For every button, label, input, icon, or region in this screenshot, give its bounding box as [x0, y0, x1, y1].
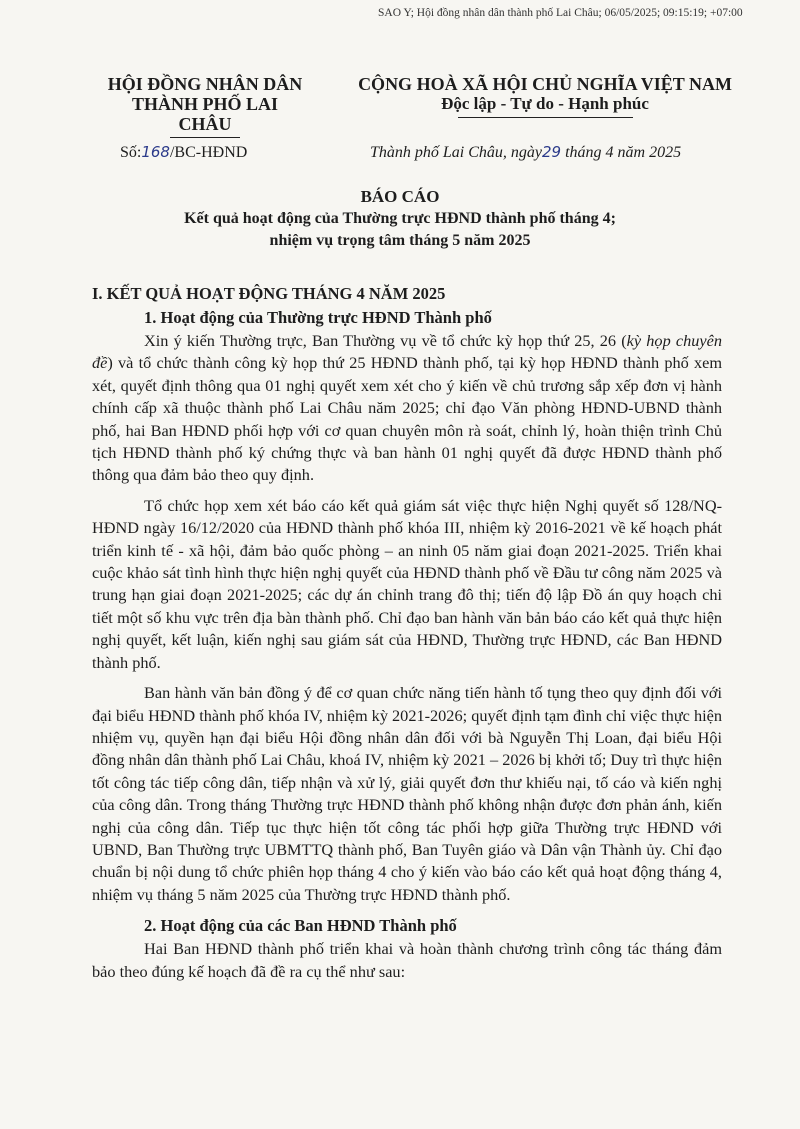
subsection-heading-1-1: 1. Hoạt động của Thường trực HĐND Thành phố — [144, 308, 492, 327]
paragraph-1-part-a: Xin ý kiến Thường trực, Ban Thường vụ về tổ chức kỳ họp thứ 25, 26 ( — [144, 331, 627, 350]
document-number — [120, 143, 247, 162]
paragraph-3: Ban hành văn bản đồng ý để cơ quan chức năng tiến hành tố tụng theo quy định đối với đại biểu HĐND thành phố khóa IV, nhiệm kỳ 2021-2026; quyết định tạm đình chỉ việc thực hiện nhiệm vụ, quyền hạn đại biểu Hội đồng nhân dân đối với bà Nguyễn Thị Loan, đại biểu Hội đồng nhân dân thành phố Lai Châu, khoá IV, nhiệm kỳ 2021 – 2026 bị khởi tố; Duy trì thực hiện tốt công tác tiếp công dân, tiếp nhận và xử lý, giải quyết đơn thư khiếu nại, tố cáo và kiến nghị của công dân. Trong tháng Thường trực HĐND thành phố không nhận được đơn phản ánh, kiến nghị của công dân. Tiếp tục thực hiện tốt công tác phối hợp giữa Thường trực HĐND với UBND, Ban Thường trực UBMTTQ thành phố, Ban Tuyên giáo và Dân vận Thành ủy. Chỉ đạo chuẩn bị nội dung tổ chức phiên họp tháng 4 cho ý kiến vào báo cáo kết quả hoạt động tháng 4, nhiệm vụ tháng 5 năm 2025 của Thường trực HĐND thành phố. — [92, 683, 722, 904]
doc-number-handwritten: 168 — [141, 143, 170, 161]
paragraph-1-italic: kỳ họp chuyên đề — [92, 331, 722, 373]
paragraph-4: Hai Ban HĐND thành phố triển khai và hoàn thành chương trình công tác tháng đảm bảo theo đúng kế hoạch đã đề ra cụ thể như sau: — [92, 939, 722, 981]
motto-underline — [458, 117, 633, 118]
doc-number-suffix: /BC-HĐND — [169, 144, 248, 161]
section-heading-1: I. KẾT QUẢ HOẠT ĐỘNG THÁNG 4 NĂM 2025 — [92, 284, 446, 303]
title-subject-line1: Kết quả hoạt động của Thường trực HĐND thành phố tháng 4; — [184, 210, 616, 227]
issuing-organization — [105, 74, 305, 138]
paragraph-2: Tổ chức họp xem xét báo cáo kết quả giám sát việc thực hiện Nghị quyết số 128/NQ-HĐND ngày 16/12/2020 của HĐND thành phố khóa III, nhiệm kỳ 2016-2021 về kế hoạch phát triển kinh tế - xã hội, đảm bảo quốc phòng – an ninh 05 năm giai đoạn 2021-2025. Triển khai cuộc khảo sát tình hình thực hiện nghị quyết của HĐND thành phố về Đầu tư công năm 2025 và trung hạn giai đoạn 2021-2025; các dự án chỉnh trang đô thị; tiến độ lập Đồ án quy hoạch chi tiết một số khu vực trên địa bàn thành phố. Chỉ đạo ban hành văn bản báo cáo kết quả thực hiện nghị quyết, kết luận, kiến nghị sau giám sát của HĐND, Thường trực HĐND, các Ban HĐND thành phố. — [92, 495, 722, 672]
nation-name: CỘNG HOÀ XÃ HỘI CHỦ NGHĨA VIỆT NAM — [358, 74, 732, 94]
document-date — [370, 143, 681, 162]
title-subject-line2: nhiệm vụ trọng tâm tháng 5 năm 2025 — [269, 232, 531, 249]
org-underline — [170, 137, 240, 138]
date-prefix: Thành phố Lai Châu, ngày — [370, 144, 543, 161]
date-suffix: tháng 4 năm 2025 — [565, 144, 682, 161]
title-report: BÁO CÁO — [360, 187, 440, 206]
paragraph-1-part-b: ) và tổ chức thành công kỳ họp thứ 25 HĐND thành phố, tại kỳ họp HĐND thành phố xem xét, quyết định thông qua 01 nghị quyết xem xét cho ý kiến về chủ trương sắp xếp đơn vị hành chính cấp xã thuộc thành phố Lai Châu năm 2025; chỉ đạo Văn phòng HĐND-UBND thành phố, hai Ban HĐND phối hợp với cơ quan chuyên môn rà soát, chỉnh lý, hoàn thiện trình Chủ tịch HĐND thành phố ký chứng thực và ban hành 01 nghị quyết đã được HĐND thành phố thông qua đảm bảo theo quy định. — [92, 353, 722, 485]
digital-copy-stamp: SAO Y; Hội đồng nhân dân thành phố Lai Châu; 06/05/2025; 09:15:19; +07:00 — [378, 7, 743, 19]
nation-motto: Độc lập - Tự do - Hạnh phúc — [441, 94, 649, 113]
report-title — [60, 186, 740, 252]
org-name-line1: HỘI ĐỒNG NHÂN DÂN — [107, 74, 303, 94]
national-heading — [335, 74, 755, 118]
doc-number-prefix: Số: — [120, 144, 142, 161]
report-body — [92, 282, 722, 983]
subsection-heading-1-2: 2. Hoạt động của các Ban HĐND Thành phố — [144, 916, 457, 936]
org-name-line2: THÀNH PHỐ LAI CHÂU — [131, 94, 278, 134]
date-day-handwritten: 29 — [542, 143, 562, 161]
paragraph-1 — [92, 330, 722, 487]
